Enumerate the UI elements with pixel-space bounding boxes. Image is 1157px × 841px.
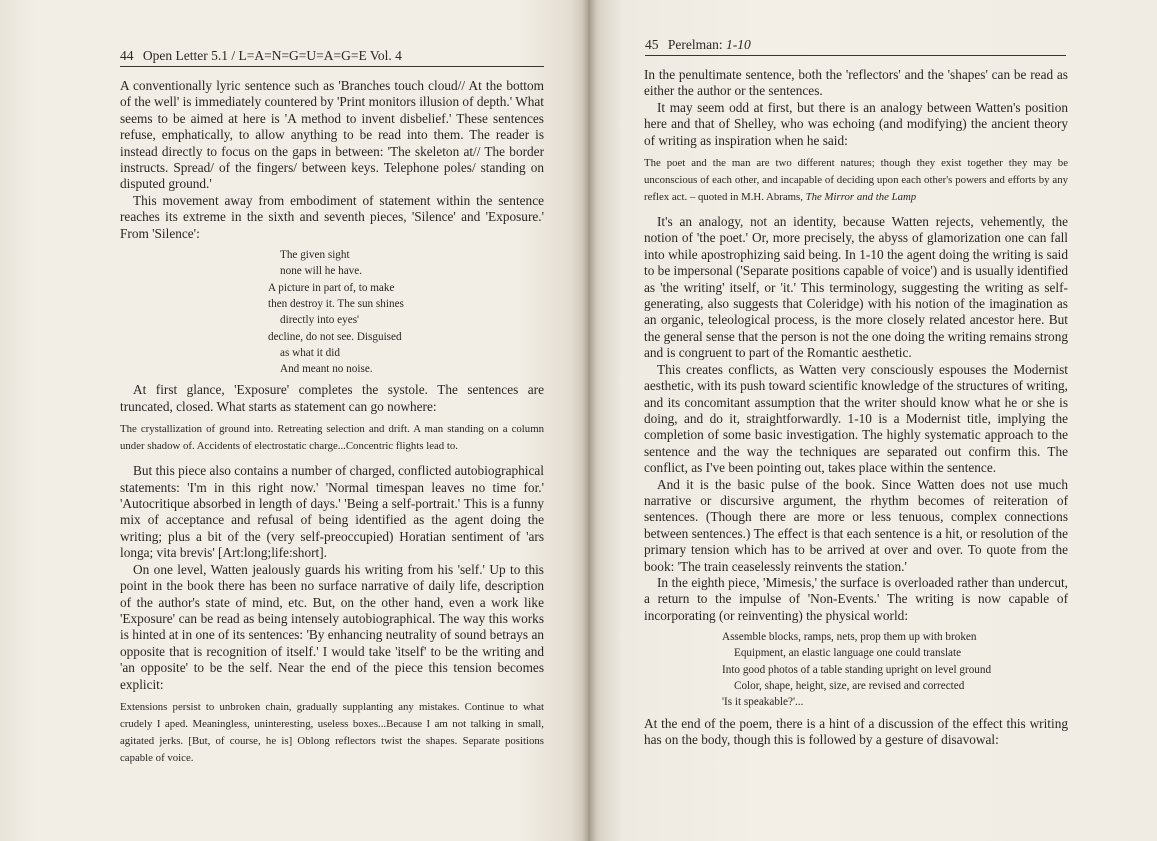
book-gutter bbox=[582, 0, 596, 841]
poem-line: none will he have. bbox=[280, 265, 363, 278]
poem-line: A picture in part of, to make bbox=[268, 281, 395, 294]
paragraph: This creates conflicts, as Watten very consciously espouses the Modernist aesthetic, with its push toward scientific knowledge of the structures of writing, and its concomitant assumption that the writer should know what he or she is doing, and do it, straightforwardly. 1-10 is a Modernist title, implying the completion of some basic investigation. The highly systematic approach to the sentence and the way the techniques are separated out confirm this. The conflict, as I've been pointing out, takes place within the sentence. bbox=[644, 361, 1068, 476]
poem-line: The given sight bbox=[280, 249, 350, 262]
left-running-header bbox=[120, 48, 544, 67]
quote-text: The poet and the man are two different natures; though they exist together they may be unconscious of each other, and incapable of deciding upon each other's powers and efforts by any reflex act. – quoted in M.H. Abrams, bbox=[644, 157, 1068, 204]
left-page-number: 44 bbox=[120, 48, 134, 63]
poem-line: Equipment, an elastic language one could translate bbox=[734, 647, 962, 660]
block-quote: The crystallization of ground into. Retreating selection and drift. A man standing on a column under shadow of. Accidents of electrostatic charge...Concentric flights lead to. bbox=[120, 423, 544, 453]
poem-line: And meant no noise. bbox=[280, 363, 373, 376]
paragraph: This movement away from embodiment of statement within the sentence reaches its extreme in the sixth and seventh pieces, 'Silence' and 'Exposure.' From 'Silence': bbox=[120, 192, 544, 241]
paragraph: A conventionally lyric sentence such as 'Branches touch cloud// At the bottom of the well' is immediately countered by 'Print monitors illusion of depth.' What seems to be aimed at here is 'A method to invent disbelief.' These sentences refuse, emphatically, to allow anything to be read into them. The reader is instead directly to focus on the gaps in between: 'The skeleton at// The border instructs. Spread/ of the fingers/ between keys. Telephone poles/ standing on disputed ground.' bbox=[120, 78, 544, 192]
quote-source-title: The Mirror and the Lamp bbox=[805, 191, 917, 204]
poem-line: directly into eyes' bbox=[280, 314, 360, 327]
right-page bbox=[588, 0, 1157, 841]
poem-line: decline, do not see. Disguised bbox=[268, 330, 402, 343]
poem-line: Assemble blocks, ramps, nets, prop them up with broken bbox=[722, 631, 977, 644]
right-page-body bbox=[644, 67, 1068, 748]
right-page-number: 45 bbox=[645, 37, 659, 52]
right-running-header bbox=[645, 37, 1066, 56]
paragraph: It may seem odd at first, but there is an analogy between Watten's position here and that of Shelley, who was echoing (and modifying) the ancient theory of writing as inspiration when he said: bbox=[644, 99, 1068, 148]
paragraph: And it is the basic pulse of the book. Since Watten does not use much narrative or discursive argument, the rhythm becomes of reiteration of sentences. (Though there are more or less tenuous, complex connections between sentences.) The effect is that each sentence is a hit, or resolution of the primary tension which has to be arrived at over and over. To quote from the book: 'The train ceaselessly reinvents the station.' bbox=[644, 476, 1068, 574]
paragraph: On one level, Watten jealously guards his writing from his 'self.' Up to this point in the book there has been no surface narrative of daily life, description of the author's state of mind, etc. But, on the other hand, even a work like 'Exposure' can be read as being intensely autobiographical. The way this works is hinted at in one of its sentences: 'By enhancing neutrality of sound betrays an opposite that is recognition of itself.' I would take 'itself' to be the writing and 'an opposite' to be the self. Near the end of the piece this tension becomes explicit: bbox=[120, 561, 544, 692]
block-quote: Extensions persist to unbroken chain, gradually supplanting any mistakes. Continue to what crudely I aped. Meaningless, uninteresting, useless boxes...Because I am not talking in small, agitated jerks. [But, of course, he is] Oblong reflectors twist the shapes. Separate positions capable of voice. bbox=[120, 700, 544, 764]
paragraph: At first glance, 'Exposure' completes the systole. The sentences are truncated, closed. What starts as statement can go nowhere: bbox=[120, 382, 544, 414]
left-page-body bbox=[120, 78, 544, 775]
poem-line: Color, shape, height, size, are revised and corrected bbox=[734, 680, 965, 693]
poem-excerpt-silence bbox=[120, 247, 544, 377]
block-quote bbox=[644, 155, 1068, 206]
left-running-title: Open Letter 5.1 / L=A=N=G=U=A=G=E Vol. 4 bbox=[142, 48, 402, 63]
poem-line: as what it did bbox=[280, 346, 340, 359]
paragraph: At the end of the poem, there is a hint of a discussion of the effect this writing has on the body, though this is followed by a gesture of disavowal: bbox=[644, 715, 1068, 748]
poem-line: Into good photos of a table standing upright on level ground bbox=[722, 663, 992, 676]
poem-line: then destroy it. The sun shines bbox=[268, 297, 404, 310]
paragraph: But this piece also contains a number of charged, conflicted autobiographical statements: 'I'm in this right now.' 'Normal timespan leaves no time for.' 'Autocritique absorbed in length of days.' 'Being a self-portrait.' This is a funny mix of acceptance and refusal of being identified as the agent doing the writing; plus a bit of the (very self-preoccupied) Horatian sentiment of 'ars longa; vita brevis' [Art:long;life:short]. bbox=[120, 463, 544, 561]
paragraph: In the penultimate sentence, both the 'reflectors' and the 'shapes' can be read as either the author or the sentences. bbox=[644, 67, 1068, 99]
right-running-author: Perelman: bbox=[667, 37, 723, 52]
paragraph: It's an analogy, not an identity, because Watten rejects, vehemently, the notion of 'the poet.' Or, more precisely, the abyss of glamorization one can fall into while apostrophizing said being. In 1-10 the agent doing the writing is said to be impersonal ('Separate positions capable of voice') and is usually identified as 'the writing' itself, or 'it.' This terminology, suggesting the writing as self-generating, also suggests that Coleridge) with his notion of the imagination as an organic, teleological process, is the more closely related ancestor here. But the general sense that the person is not the one doing the writing remains strong and is congruent to part of the Romantic aesthetic. bbox=[644, 214, 1068, 361]
paragraph: In the eighth piece, 'Mimesis,' the surface is overloaded rather than undercut, a return to the impulse of 'Non-Events.' The writing is now capable of incorporating (or reinventing) the physical world: bbox=[644, 574, 1068, 623]
right-running-title: 1-10 bbox=[725, 37, 751, 52]
poem-excerpt-mimesis bbox=[644, 629, 1068, 710]
poem-line: 'Is it speakable?'... bbox=[722, 696, 804, 709]
